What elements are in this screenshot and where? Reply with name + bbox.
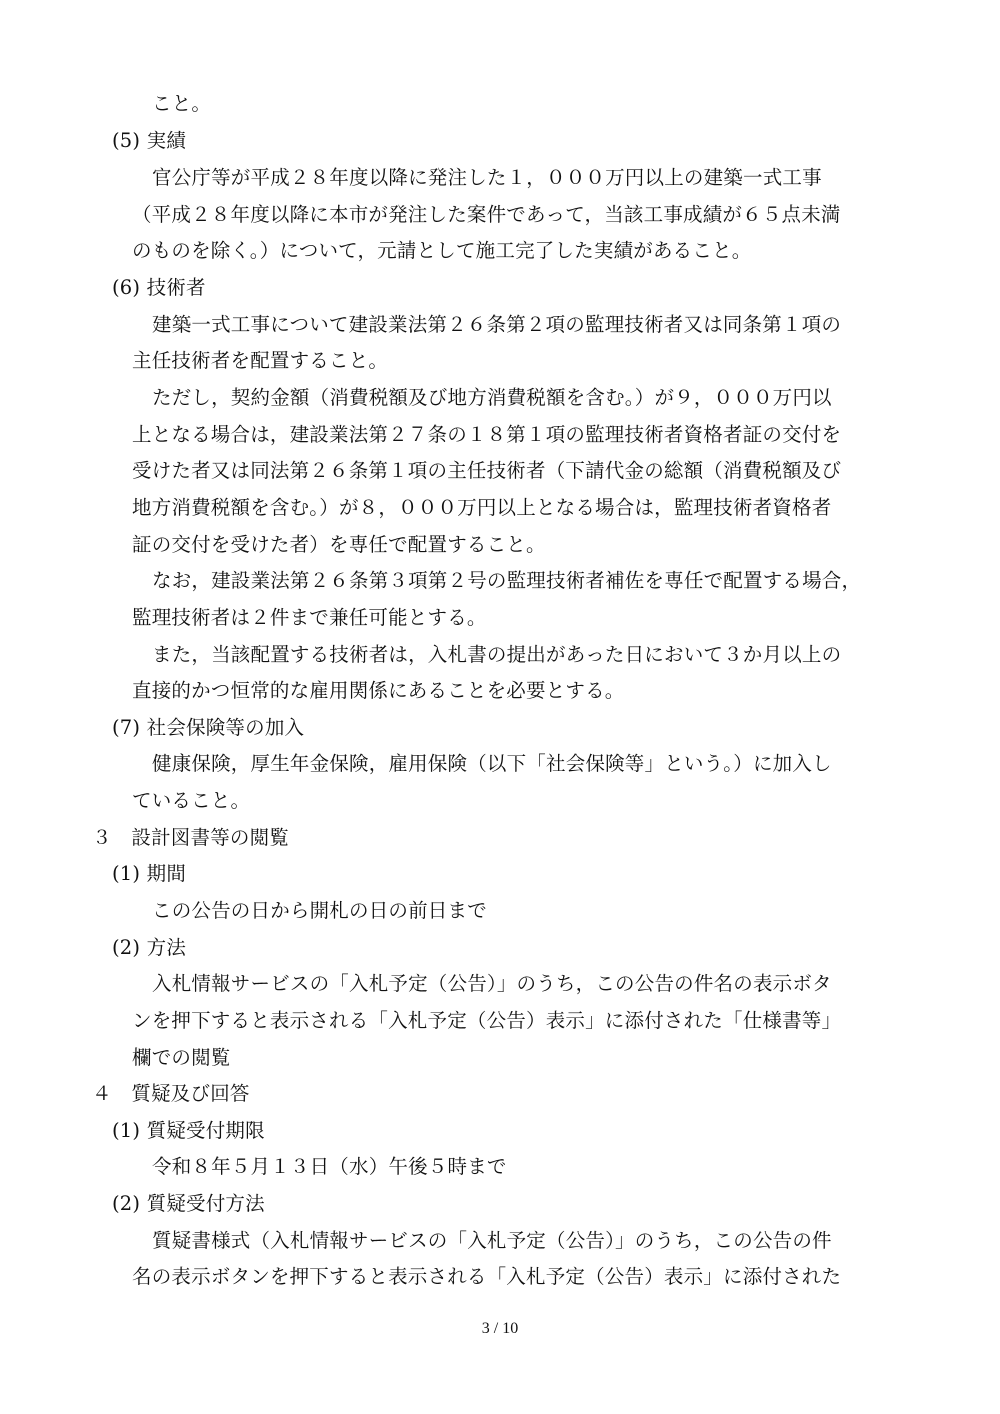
subsection-heading: (2) 方法 — [112, 936, 187, 959]
body-text: 地方消費税額を含む。）が８，０００万円以上となる場合は，監理技術者資格者 — [132, 496, 832, 519]
body-text: ンを押下すると表示される「入札予定（公告）表示」に添付された「仕様書等」 — [132, 1009, 842, 1032]
body-text: なお，建設業法第２６条第３項第２号の監理技術者補佐を専任で配置する場合， — [152, 569, 862, 592]
body-text: こと。 — [152, 92, 212, 115]
subsection-heading: (7) 社会保険等の加入 — [112, 716, 305, 739]
body-text: 名の表示ボタンを押下すると表示される「入札予定（公告）表示」に添付された — [132, 1265, 842, 1288]
body-text: この公告の日から開札の日の前日まで — [152, 899, 487, 922]
body-text: 主任技術者を配置すること。 — [132, 349, 389, 372]
body-text: また，当該配置する技術者は，入札書の提出があった日において３か月以上の — [152, 643, 842, 666]
body-text: 入札情報サービスの「入札予定（公告）」のうち，この公告の件名の表示ボタ — [152, 972, 832, 995]
body-text: 官公庁等が平成２８年度以降に発注した１，０００万円以上の建築一式工事 — [152, 166, 822, 189]
body-text: のものを除く。）について，元請として施工完了した実績があること。 — [132, 239, 752, 262]
subsection-heading: (6) 技術者 — [112, 276, 206, 299]
page-number: 3 / 10 — [481, 1320, 519, 1337]
body-text: 受けた者又は同法第２６条第１項の主任技術者（下請代金の総額（消費税額及び — [132, 459, 842, 482]
body-text: 質疑書様式（入札情報サービスの「入札予定（公告）」のうち，この公告の件 — [152, 1229, 832, 1252]
body-text: 監理技術者は２件まで兼任可能とする。 — [132, 606, 487, 629]
body-text: 上となる場合は，建設業法第２７条の１８第１項の監理技術者資格者証の交付を — [132, 423, 842, 446]
section-heading: ４ 質疑及び回答 — [92, 1082, 250, 1105]
subsection-heading: (5) 実績 — [112, 129, 187, 152]
section-heading: ３ 設計図書等の閲覧 — [92, 826, 290, 849]
body-text: ていること。 — [132, 789, 251, 812]
body-text: 建築一式工事について建設業法第２６条第２項の監理技術者又は同条第１項の — [152, 313, 842, 336]
body-text: （平成２８年度以降に本市が発注した案件であって，当該工事成績が６５点未満 — [132, 203, 841, 226]
subsection-heading: (1) 質疑受付期限 — [112, 1119, 265, 1142]
subsection-heading: (2) 質疑受付方法 — [112, 1192, 265, 1215]
body-text: 直接的かつ恒常的な雇用関係にあることを必要とする。 — [132, 679, 625, 702]
subsection-heading: (1) 期間 — [112, 862, 187, 885]
body-text: 欄での閲覧 — [132, 1046, 231, 1069]
body-text: 健康保険，厚生年金保険，雇用保険（以下「社会保険等」という。）に加入し — [152, 752, 832, 775]
body-text: ただし，契約金額（消費税額及び地方消費税額を含む。）が９，０００万円以 — [152, 386, 832, 409]
body-text: 証の交付を受けた者）を専任で配置すること。 — [132, 533, 546, 556]
body-text: 令和８年５月１３日（水）午後５時まで — [152, 1155, 507, 1178]
